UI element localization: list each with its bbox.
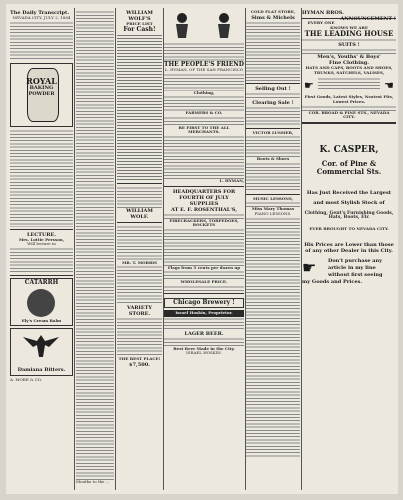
- casper: K. CASPER,: [319, 144, 379, 155]
- brewery-title: Chicago Brewery !: [173, 298, 235, 306]
- stylish: and most Stylish Stock of: [313, 199, 385, 206]
- bitters-ad: [10, 328, 73, 376]
- wolf-header: WILLIAM WOLF'S: [126, 10, 153, 22]
- article-text: [164, 95, 244, 111]
- article-text: [164, 285, 244, 291]
- column-rule: [115, 8, 116, 490]
- footer: A. MORE & CO.: [10, 376, 43, 382]
- lecture-by: Mrs. Lottie Persson,: [18, 236, 65, 242]
- column-5: [246, 10, 300, 490]
- bitters-title: Damiana Bitters.: [17, 366, 66, 373]
- face-portrait-icon: [27, 289, 55, 317]
- article-text: [10, 129, 73, 227]
- first-goods: First Goods, Latest Styles, Neatest Fits, Lowest Prices.: [304, 94, 394, 104]
- article: article in my line: [328, 264, 376, 271]
- lecture-heading: LECTURE.: [26, 231, 57, 238]
- farmers: FARMERS & CO.: [185, 110, 223, 116]
- royal-subtitle: BAKING: [29, 84, 54, 91]
- cold-flat: COLD FLAT STORE,: [250, 10, 296, 14]
- royal-title: ROYAL: [26, 75, 57, 86]
- price: $7,500.: [129, 361, 150, 368]
- brewery-ad: [164, 298, 244, 308]
- article-text: [246, 217, 300, 457]
- brewery-prop: Israel Hoskin, Proprietor.: [164, 310, 244, 317]
- price-table: [117, 33, 162, 181]
- flags: Flags from 5 cents per dozen up: [167, 264, 241, 270]
- trunks: TRUNKS, SATCHELS, VALISES,: [313, 69, 385, 75]
- boots: Boots & Shoes: [256, 156, 290, 162]
- royal-product: POWDER: [28, 90, 55, 97]
- piano: PIANO LESSONS.: [254, 210, 292, 216]
- column-3: [117, 10, 162, 490]
- dont-purchase: Don't purchase any: [328, 257, 383, 264]
- price-list: PRICE LIST: [126, 21, 153, 26]
- newspaper-page: [6, 4, 398, 494]
- pointing-hand-icon: ☛: [304, 79, 314, 93]
- article-text: [10, 21, 73, 61]
- announcement: ANNOUNCEMENT !: [340, 16, 396, 22]
- article-text: [164, 135, 244, 179]
- music: MUSIC LESSONS,: [252, 195, 294, 201]
- signature: L. HYMAN,: [219, 177, 244, 183]
- has-just: Has Just Received the Largest: [306, 189, 392, 196]
- best-beer: Best Beer Made in the City.: [173, 345, 235, 351]
- hyman-bros-name: HYMAN BROS.: [302, 10, 344, 16]
- article-text: [246, 135, 300, 157]
- article-text: [246, 162, 300, 192]
- catarrh-title: CATARRH: [24, 278, 59, 286]
- article-text: [318, 77, 380, 91]
- sims: Sims & Michels: [251, 14, 295, 21]
- lager: LAGER BEER.: [184, 330, 224, 337]
- catarrh-sub: Ely's Cream Balm: [21, 318, 62, 324]
- article-text: [117, 186, 162, 208]
- firecrackers: FIRECRACKERS, TORPEDOES, ROCKETS: [169, 217, 239, 228]
- wholesale: WHOLESALE PRICE.: [180, 279, 228, 285]
- fine-clothing: Fine Clothing.: [329, 60, 369, 67]
- wolf-signature: WILLIAM WOLF.: [126, 207, 153, 220]
- column-4: [164, 10, 244, 490]
- fourth-july: FOURTH OF JULY SUPPLIES: [179, 194, 229, 207]
- footer: ISRAEL HOSKIN.: [186, 350, 222, 356]
- for-cash: For Cash!: [123, 25, 156, 33]
- footer: Mouths to the ...: [76, 479, 110, 484]
- best-place: THE BEST PLACE!: [118, 356, 161, 362]
- masthead: The Daily Transcript.: [10, 10, 70, 16]
- my-goods: my Goods and Prices.: [302, 278, 363, 285]
- article-text: [164, 73, 244, 91]
- pointing-hand-icon: ☛: [384, 79, 394, 93]
- article-text: [164, 317, 244, 331]
- peoples-friend-title: THE PEOPLE'S FRIEND: [164, 61, 244, 68]
- royal-baking-ad: [10, 63, 73, 127]
- column-rule: [74, 8, 75, 490]
- column-1: [10, 10, 73, 490]
- cor-pine: Cor. of Pine & Commercial Sts.: [316, 158, 382, 176]
- article-text: [117, 225, 162, 261]
- any-other: of any other Dealer in this City.: [305, 247, 393, 254]
- rosenthal: AT E. F. ROSENTHAL'S,: [171, 206, 237, 213]
- article-text: [164, 42, 244, 62]
- pointing-hand-icon: ☛: [302, 257, 317, 277]
- variety-store: VARIETY STORE.: [127, 305, 152, 318]
- eagle-icon: [21, 331, 61, 359]
- article-text: [246, 92, 300, 100]
- figures-icon: [164, 10, 244, 40]
- every-one: EVERY ONE KNOWS WE ARE: [307, 20, 368, 30]
- mens: Men's, Youths' & Boys': [317, 54, 381, 61]
- victor: VICTOR LUSSIER,: [252, 129, 294, 135]
- lecture-note: Will lecture in: [27, 241, 56, 247]
- clearing-sale: Clearing Sale !: [252, 99, 294, 106]
- headquarters: HEADQUARTERS FOR: [172, 188, 236, 195]
- leading-house: THE LEADING HOUSE: [304, 29, 394, 39]
- peoples-friend-sub: L. HYMAN, OF THE SAN FRANCISCO: [164, 67, 244, 72]
- date-line: NEVADA CITY, JULY 2, 1884: [12, 15, 71, 20]
- article-text: [164, 228, 244, 266]
- hyman-bros: [302, 10, 396, 22]
- article-text: [10, 247, 73, 273]
- column-2: [76, 10, 114, 490]
- suits: SUITS !: [338, 42, 360, 49]
- catarrh-ad: [10, 278, 73, 326]
- without: without first seeing: [328, 271, 383, 278]
- cor-broad: COR. BROAD & PINE STS., NEVADA CITY.: [308, 109, 390, 120]
- article-text: [76, 10, 114, 480]
- merchants: BE FIRST TO THE ALL MERCHANTS.: [178, 124, 230, 135]
- dont-purchase-ad: [302, 258, 396, 298]
- article-text: [246, 21, 300, 81]
- article-text: [117, 317, 162, 357]
- miss-mary: Miss Mary Thomas: [251, 206, 295, 212]
- clothing-line: Clothing, Gent's Furnishing Goods, Hats, Boots, Etc: [304, 210, 394, 221]
- column-6: [302, 10, 396, 490]
- morris-ad: MR. T. MORRIS: [121, 259, 158, 265]
- selling-out: Selling Out !: [255, 85, 291, 92]
- pointing-hands: [302, 77, 396, 95]
- prices-lower: His Prices are Lower than those: [304, 241, 394, 248]
- hats: HATS AND CAPS, BOOTS AND SHOES,: [305, 65, 393, 71]
- clothing: Clothing,: [193, 89, 215, 95]
- article-text: [246, 106, 300, 126]
- cartoon-illustration: [164, 10, 244, 42]
- article-text: [117, 265, 162, 305]
- ever-brought: EVER BROUGHT TO NEVADA CITY.: [309, 225, 389, 231]
